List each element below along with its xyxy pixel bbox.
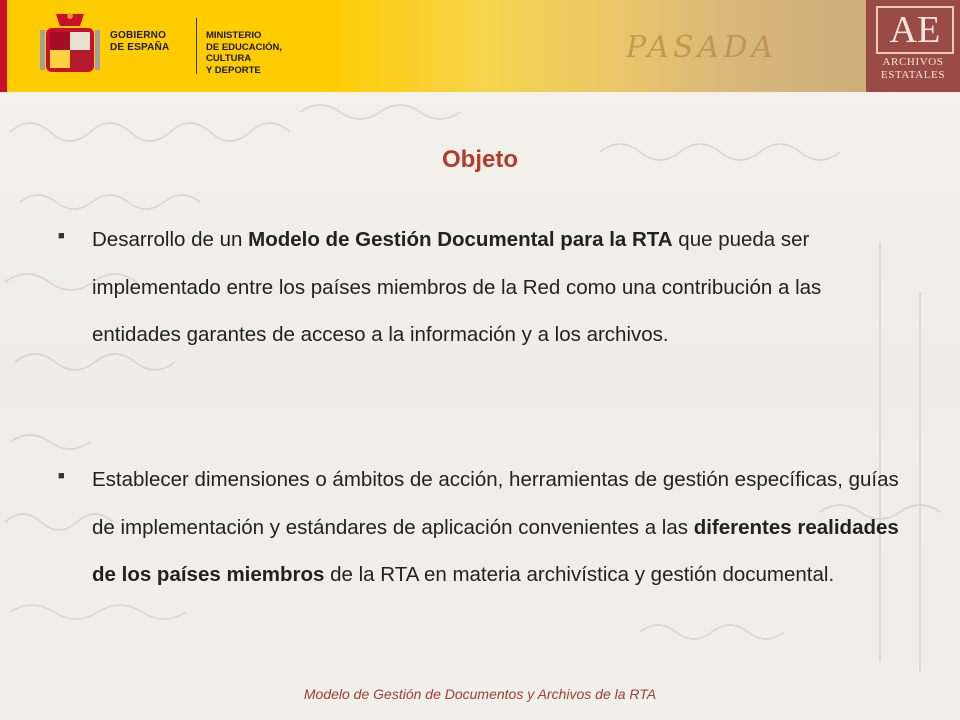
ae-logo-box [876,6,954,54]
bullet-square-icon: ■ [58,470,65,482]
coat-of-arms-icon [40,10,100,82]
ministry-name [206,30,326,76]
bullet-1-text-start: Desarrollo de un [92,228,249,251]
government-name [110,30,190,54]
slide-title: Objeto [442,146,518,173]
flag-stripe [0,0,26,92]
manuscript-banner-image [326,0,866,92]
ae-logo-sub-1: ARCHIVOS [882,56,944,68]
slide-footer: Modelo de Gestión de Documentos y Archivos de la RTA [303,686,657,702]
government-logo-block [26,0,326,92]
espana-line: DE ESPAÑA [110,42,170,53]
header-banner [0,0,960,92]
gobierno-line: GOBIERNO [110,30,167,41]
ministry-line-1: MINISTERIO [206,30,262,41]
manuscript-background [0,92,960,720]
ae-logo-sub-2: ESTATALES [880,69,946,81]
bullet-1-bold: Modelo de Gestión Documental para la RTA [248,228,673,251]
ministry-line-2: DE EDUCACIÓN, CULTURA [206,41,283,64]
logo-divider [196,18,197,74]
bullet-square-icon: ■ [58,230,65,242]
bullet-text-1 [92,216,912,359]
bullet-1-text-end: que pueda ser implementado entre los países miembros de la Red como una contribución a las entidades garantes de acceso a la información y a los archivos. [92,228,822,346]
banner-script-word: PASADA [626,30,778,65]
bullet-text-2 [92,456,912,599]
bullet-2-text-end: de la RTA en materia archivística y gestión documental. [324,563,835,586]
ministry-line-3: Y DEPORTE [206,64,261,76]
bullet-2-text-start: Establecer dimensiones o ámbitos de acción, herramientas de gestión específicas, guías de implementación y estándares de aplicación convenientes a las [92,468,899,539]
ae-logo-subtitle [870,56,956,82]
bullet-2-bold: diferentes realidades de los países miembros [92,515,899,586]
ae-logo-letters: AE [889,9,941,51]
archivos-estatales-logo [866,0,960,92]
